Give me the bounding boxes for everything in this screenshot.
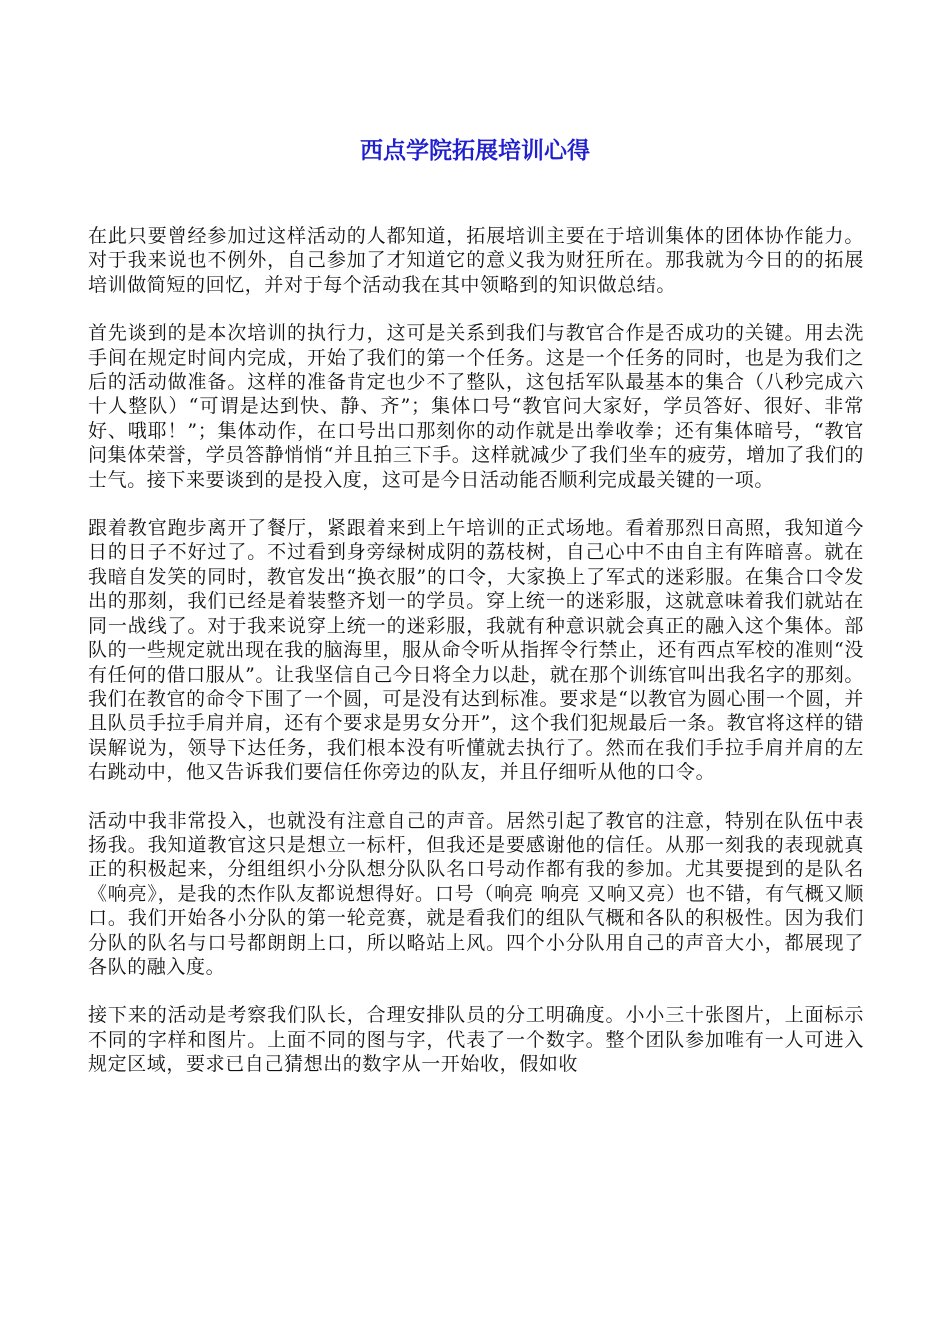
paragraph-captain-task: 接下来的活动是考察我们队长，合理安排队员的分工明确度。小小三十张图片，上面标示不同的字样和图片。上面不同的图与字，代表了一个数字。整个团队参加唯有一人可进入规定区域，要求已自己猜想出的数字从一开始收，假如收 (88, 1004, 864, 1076)
paragraph-intro: 在此只要曾经参加过这样活动的人都知道，拓展培训主要在于培训集体的团体协作能力。对于我来说也不例外，自己参加了才知道它的意义我为财狂所在。那我就为今日的的拓展培训做简短的回忆，并对于每个活动我在其中领略到的知识做总结。 (88, 225, 864, 296)
paragraph-execution: 首先谈到的是本次培训的执行力，这可是关系到我们与教官合作是否成功的关键。用去洗手间在规定时间内完成，开始了我们的第一个任务。这是一个任务的同时，也是为我们之后的活动做准备。这样的准备肯定也少不了整队，这包括军队最基本的集合（八秒完成六十人整队）“可谓是达到快、静、齐”；集体口号“教官问大家好，学员答好、很好、非常好、哦耶！”；集体动作，在口号出口那刻你的动作就是出拳收拳；还有集体暗号，“教官问集体荣誉，学员答静悄悄“并且拍三下手。这样就减少了我们坐车的疲劳，增加了我们的士气。接下来要谈到的是投入度，这可是今日活动能否顺利完成最关键的一项。 (88, 322, 864, 491)
document-title: 西点学院拓展培训心得 (360, 138, 590, 164)
paragraph-training-field: 跟着教官跑步离开了餐厅，紧跟着来到上午培训的正式场地。看着那烈日高照，我知道今日的日子不好过了。不过看到身旁绿树成阴的荔枝树，自己心中不由自主有阵暗喜。就在我暗自发笑的同时，教官发出“换衣服”的口令，大家换上了军式的迷彩服。在集合口令发出的那刻，我们已经是着装整齐划一的学员。穿上统一的迷彩服，这就意味着我们就站在同一战线了。对于我来说穿上统一的迷彩服，我就有种意识就会真正的融入这个集体。部队的一些规定就出现在我的脑海里，服从命令听从指挥令行禁止，还有西点军校的准则“没有任何的借口服从”。让我坚信自己今日将全力以赴，就在那个训练官叫出我名字的那刻。我们在教官的命令下围了一个圆，可是没有达到标准。要求是“以教官为圆心围一个圆，并且队员手拉手肩并肩，还有个要求是男女分开”，这个我们犯规最后一条。教官将这样的错误解说为，领导下达任务，我们根本没有听懂就去执行了。然而在我们手拉手肩并肩的左右跳动中，他又告诉我们要信任你旁边的队友，并且仔细听从他的口令。 (88, 517, 864, 784)
paragraph-team-naming: 活动中我非常投入，也就没有注意自己的声音。居然引起了教官的注意，特别在队伍中表扬我。我知道教官这只是想立一标杆，但我还是要感谢他的信任。从那一刻我的表现就真正的积极起来，分组组织小分队想分队队名口号动作都有我的参加。尤其要提到的是队名《响亮》，是我的杰作队友都说想得好。口号（响亮 响亮 又响又亮）也不错，有气概又顺口。我们开始各小分队的第一轮竞赛，就是看我们的组队气概和各队的积极性。因为我们分队的队名与口号都朗朗上口，所以略站上风。四个小分队用自己的声音大小，都展现了各队的融入度。 (88, 809, 864, 978)
document-body (88, 224, 864, 1101)
